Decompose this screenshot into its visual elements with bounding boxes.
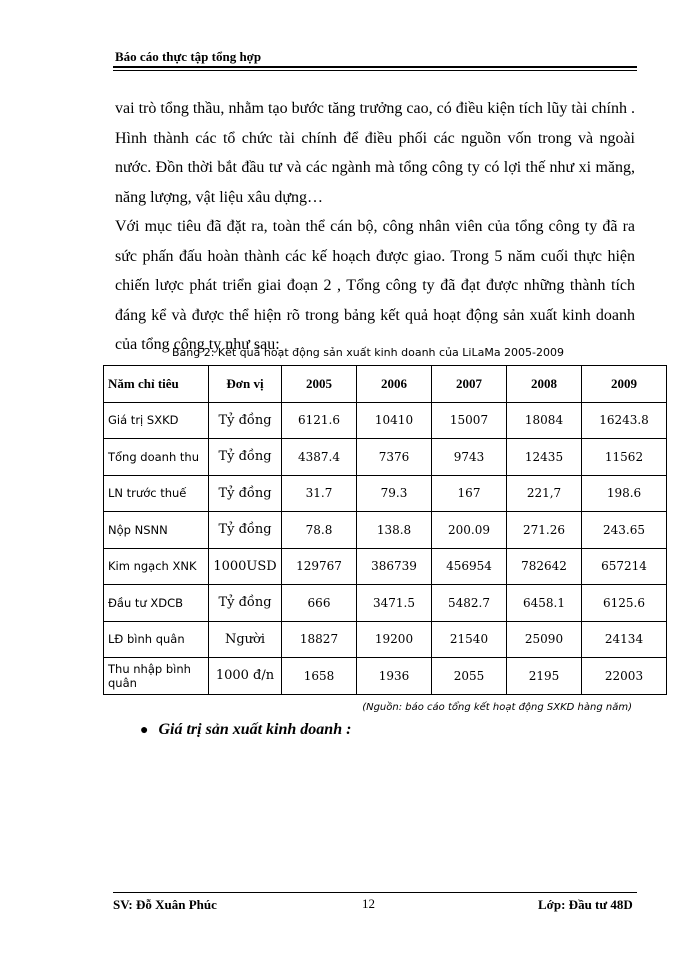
body-text — [115, 94, 635, 360]
table-value-cell: 138.8 — [357, 512, 432, 549]
table-row-label: Giá trị SXKD — [104, 402, 209, 439]
table-value-cell: 1658 — [282, 658, 357, 695]
table-header-cell: 2005 — [282, 366, 357, 403]
table-row — [104, 658, 667, 695]
table-value-cell: 2055 — [432, 658, 507, 695]
table-value-cell: 31.7 — [282, 475, 357, 512]
table-row — [104, 548, 667, 585]
table-value-cell: 22003 — [582, 658, 667, 695]
header-rule — [113, 66, 637, 71]
table-value-cell: 1936 — [357, 658, 432, 695]
table-unit-cell: Tỷ đồng — [209, 402, 282, 439]
table-row-label: Đầu tư XDCB — [104, 585, 209, 622]
table-value-cell: 666 — [282, 585, 357, 622]
table-value-cell: 198.6 — [582, 475, 667, 512]
table-value-cell: 19200 — [357, 621, 432, 658]
table-header-cell: 2007 — [432, 366, 507, 403]
table-value-cell: 782642 — [507, 548, 582, 585]
table-header-cell: 2009 — [582, 366, 667, 403]
results-table — [103, 365, 667, 695]
footer-student: SV: Đỗ Xuân Phúc — [113, 897, 217, 912]
table-value-cell: 15007 — [432, 402, 507, 439]
table-value-cell: 18084 — [507, 402, 582, 439]
table-header-cell: 2008 — [507, 366, 582, 403]
table-unit-cell: Người — [209, 621, 282, 658]
table-row-label: Tổng doanh thu — [104, 439, 209, 476]
table-row-label: LN trước thuế — [104, 475, 209, 512]
table-value-cell: 18827 — [282, 621, 357, 658]
table-row — [104, 621, 667, 658]
table-row — [104, 512, 667, 549]
table-value-cell: 167 — [432, 475, 507, 512]
table-unit-cell: Tỷ đồng — [209, 585, 282, 622]
table-value-cell: 200.09 — [432, 512, 507, 549]
table-row-label: Kim ngạch XNK — [104, 548, 209, 585]
table-row-label: Nộp NSNN — [104, 512, 209, 549]
table-value-cell: 6458.1 — [507, 585, 582, 622]
page-header-title: Báo cáo thực tập tổng hợp — [115, 49, 262, 64]
table-source-note: (Nguồn: báo cáo tổng kết hoạt động SXKD hàng năm) — [362, 702, 632, 713]
table-value-cell: 5482.7 — [432, 585, 507, 622]
table-value-cell: 12435 — [507, 439, 582, 476]
table-unit-cell: Tỷ đồng — [209, 439, 282, 476]
table-value-cell: 10410 — [357, 402, 432, 439]
section-heading-text: Giá trị sản xuất kinh doanh : — [158, 721, 352, 738]
table-header-cell: Đơn vị — [209, 366, 282, 403]
footer-rule — [113, 892, 637, 893]
table-value-cell: 271.26 — [507, 512, 582, 549]
table-row — [104, 585, 667, 622]
table-value-cell: 129767 — [282, 548, 357, 585]
table-unit-cell: 1000 đ/n — [209, 658, 282, 695]
table-unit-cell: Tỷ đồng — [209, 475, 282, 512]
table-value-cell: 11562 — [582, 439, 667, 476]
table-row-label: LĐ bình quân — [104, 621, 209, 658]
table-header-cell: Năm chỉ tiêu — [104, 366, 209, 403]
table-value-cell: 243.65 — [582, 512, 667, 549]
table-value-cell: 3471.5 — [357, 585, 432, 622]
table-value-cell: 221,7 — [507, 475, 582, 512]
footer-class: Lớp: Đầu tư 48D — [538, 897, 633, 912]
table-value-cell: 7376 — [357, 439, 432, 476]
table-value-cell: 2195 — [507, 658, 582, 695]
table-value-cell: 386739 — [357, 548, 432, 585]
table-value-cell: 21540 — [432, 621, 507, 658]
table-unit-cell: Tỷ đồng — [209, 512, 282, 549]
table-value-cell: 16243.8 — [582, 402, 667, 439]
table-value-cell: 78.8 — [282, 512, 357, 549]
bullet-icon: ● — [140, 723, 149, 738]
table-value-cell: 657214 — [582, 548, 667, 585]
table-row — [104, 439, 667, 476]
table-value-cell: 79.3 — [357, 475, 432, 512]
page-number: 12 — [362, 896, 375, 911]
table-value-cell: 456954 — [432, 548, 507, 585]
table-value-cell: 24134 — [582, 621, 667, 658]
table-unit-cell: 1000USD — [209, 548, 282, 585]
section-heading — [140, 721, 351, 739]
paragraph-2: Với mục tiêu đã đặt ra, toàn thể cán bộ, công nhân viên của tổng công ty đã ra sức phấn đấu hoàn thành các kế hoạch được giao. Trong 5 năm cuối thực hiện chiến lược phát triển giai đoạn 2 , Tổng công ty đã đạt được những thành tích đáng kể và được thể hiện rõ trong bảng kết quả hoạt động sản xuất kinh doanh của tổng công ty như sau: — [115, 218, 635, 353]
table-row-label: Thu nhập bình quân — [104, 658, 209, 695]
table-header-cell: 2006 — [357, 366, 432, 403]
table-caption: Bảng 2: Kết quả hoạt động sản xuất kinh doanh của LiLaMa 2005-2009 — [171, 346, 565, 359]
table-row — [104, 475, 667, 512]
table-row — [104, 402, 667, 439]
table-value-cell: 25090 — [507, 621, 582, 658]
table-header-row — [104, 366, 667, 403]
paragraph-1: vai trò tổng thầu, nhằm tạo bước tăng trưởng cao, có điều kiện tích lũy tài chính . Hình thành các tổ chức tài chính để điều phối các nguồn vốn trong và ngoài nước. Đồn thời bắt đầu tư và các ngành mà tổng công ty có lợi thế như xi măng, năng lượng, vật liệu xâu dựng… — [115, 100, 635, 206]
table-value-cell: 4387.4 — [282, 439, 357, 476]
table-value-cell: 9743 — [432, 439, 507, 476]
table-value-cell: 6125.6 — [582, 585, 667, 622]
table-value-cell: 6121.6 — [282, 402, 357, 439]
